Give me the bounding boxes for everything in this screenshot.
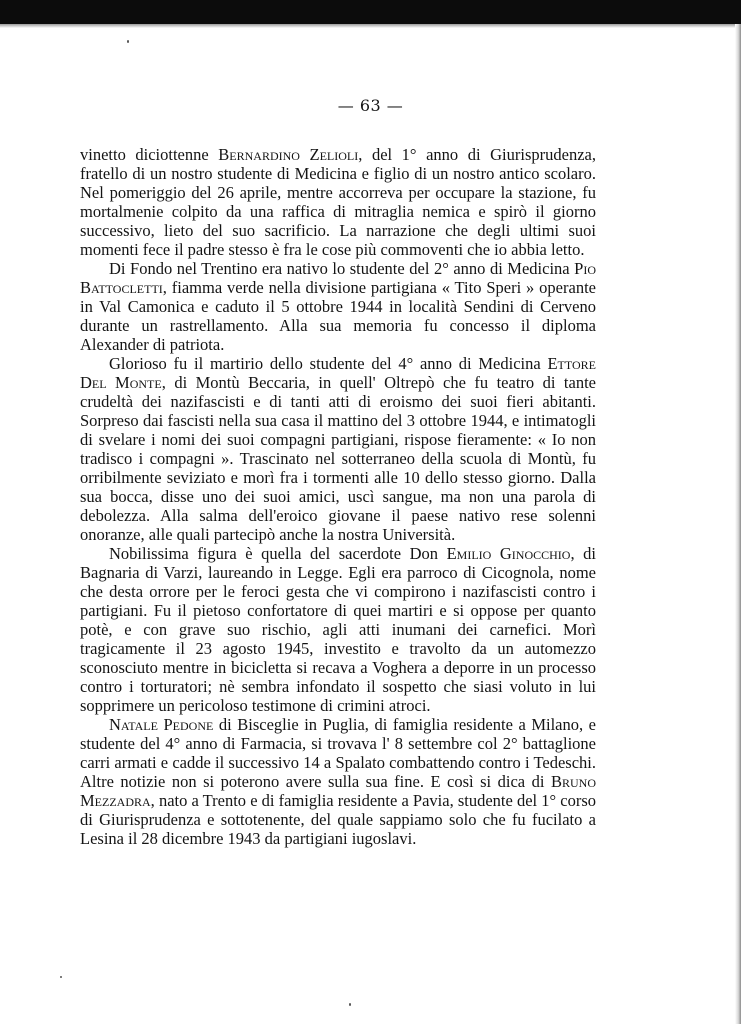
paragraph-text: Glorioso fu il martirio dello studente del 4° anno di Medicina [109, 354, 548, 373]
paragraph [80, 259, 596, 354]
paragraph-text: , nato a Trento e di famiglia residente a Pavia, studente del 1° corso di Giurisprudenza e sottotenente, del quale sappiamo solo che fu fucilato a Lesina il 28 dicembre 1943 da partigiani iugoslavi. [80, 791, 596, 848]
paragraph-text: di Bisceglie in Puglia, di famiglia residente a Milano, e studente del 4° anno di Farmacia, si trovava l' 8 settembre col 2° battaglione carri armati e cadde il successivo 14 a Spalato combattendo contro i Tedeschi. Altre notizie non si poterono avere sulla sua fine. E così si dica di [80, 715, 596, 791]
paragraph-text: Di Fondo nel Trentino era nativo lo studente del 2° anno di Medicina [109, 259, 575, 278]
person-name: Emilio Ginocchio [446, 544, 571, 563]
paragraph-text: Nobilissima figura è quella del sacerdote Don [109, 544, 447, 563]
paragraph-text: , di Bagnaria di Varzi, laureando in Legge. Egli era parroco di Cicognola, nome che desta orrore per le feroci gesta che vi compirono i nazifascisti contro i partigiani. Fu il pietoso confortatore di quei martiri e si oppose per quanto potè, e con grave suo rischio, agli atti inumani dei carnefici. Morì tragicamente il 23 agosto 1945, investito e travolto da un automezzo sconosciuto mentre in bicicletta si recava a Voghera a deporre in un processo contro i torturatori; nè sembra infondato il sospetto che siasi voluto in lui sopprimere un pericoloso testimone di crimini atroci. [80, 544, 597, 715]
paragraph [80, 354, 596, 544]
paragraph-text: , di Montù Beccaria, in quell' Oltrepò che fu teatro di tante crudeltà dei nazifascisti e di tanti atti di eroismo dei suoi fieri abitanti. Sorpreso dai fascisti nella sua casa il mattino del 3 ottobre 1944, e intimatogli di svelare i nomi dei suoi compagni partigiani, rispose fieramente: « Io non tradisco i compagni ». Trascinato nel sotterraneo della scuola di Montù, fu orribilmente seviziato e morì fra i tormenti alle 10 dello stesso giorno. Dalla sua bocca, disse uno dei suoi amici, uscì sangue, ma non una parola di debolezza. Alla salma dell'eroico giovane il paese nativo rese solenni onoranze, alle quali partecipò anche la nostra Università. [80, 373, 596, 544]
scan-right-edge [735, 24, 741, 1024]
page-number: — 63 — [337, 96, 404, 115]
scan-speck [60, 976, 62, 978]
person-name: Natale Pedone [109, 715, 214, 734]
person-name: Pio Battocletti [80, 259, 596, 297]
body-text [80, 145, 596, 848]
person-name: Bernardino Zelioli [218, 145, 359, 164]
scan-top-shadow [0, 24, 741, 28]
scan-speck [349, 1003, 351, 1006]
paragraph-text: vinetto diciottenne [80, 145, 219, 164]
paragraph [80, 544, 596, 715]
paragraph [80, 715, 596, 848]
person-name: Bruno Mezzadra [80, 772, 596, 810]
paragraph-text: , fiamma verde nella divisione partigiana « Tito Speri » operante in Val Camonica e caduto il 5 ottobre 1944 in località Sendini di Cerveno durante un rastrellamento. Alla sua memoria fu concesso il diploma Alexander di patriota. [80, 278, 596, 354]
paragraph-text: , del 1° anno di Giurisprudenza, fratello di un nostro studente di Medicina e figlio di un nostro antico scolaro. Nel pomeriggio del 26 aprile, mentre accorreva per occupare la stazione, fu mortalmenie colpito da una raffica di mitraglia nemica e spirò il giorno successivo, lieto del suo sacrificio. La narrazione che degli ultimi suoi momenti fece il padre stesso è fra le cose più commoventi che io abbia letto. [80, 145, 596, 259]
person-name: Ettore Del Monte [80, 354, 596, 392]
scan-speck [127, 40, 129, 43]
scan-top-border [0, 0, 741, 24]
paragraph [80, 145, 596, 259]
